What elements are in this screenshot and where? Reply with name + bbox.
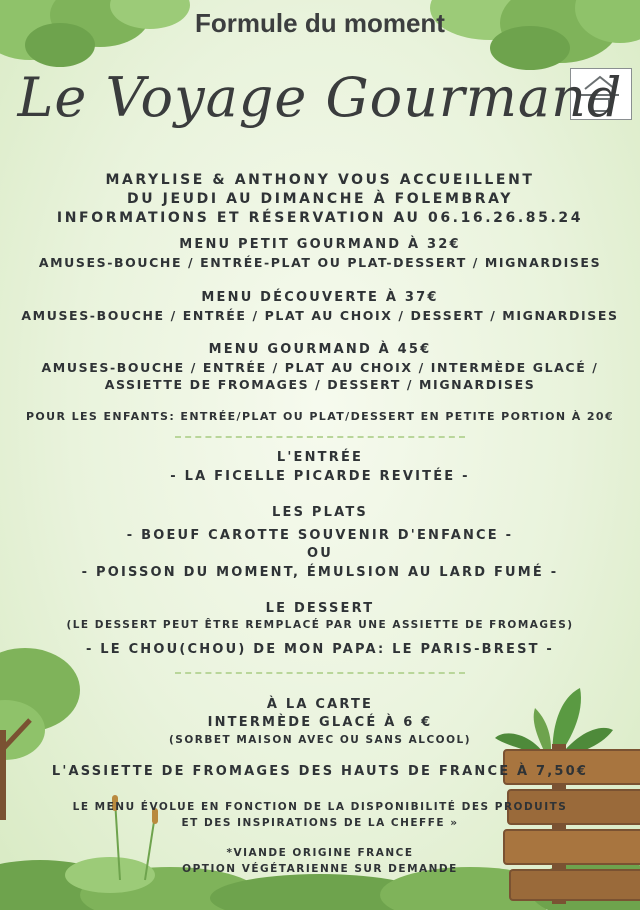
menu-description: AMUSES-BOUCHE / ENTRÉE-PLAT OU PLAT-DESSERT / MIGNARDISES bbox=[38, 255, 602, 270]
restaurant-name: Le Voyage Gourmand bbox=[17, 66, 623, 129]
section-title-plats: LES PLATS bbox=[272, 505, 368, 520]
intro-line: DU JEUDI AU DIMANCHE À FOLEMBRAY bbox=[127, 191, 513, 207]
footer-note: ET DES INSPIRATIONS DE LA CHEFFE » bbox=[181, 817, 459, 829]
section-title-entree: L'ENTRÉE bbox=[276, 450, 364, 465]
carte-item-note: (SORBET MAISON AVEC OU SANS ALCOOL) bbox=[168, 734, 472, 746]
kids-menu: POUR LES ENFANTS: ENTRÉE/PLAT OU PLAT/DESSERT EN PETITE PORTION À 20€ bbox=[25, 410, 615, 423]
menu-title: MENU DÉCOUVERTE À 37€ bbox=[201, 290, 439, 305]
section-title-carte: À LA CARTE bbox=[266, 697, 374, 712]
plat-separator: OU bbox=[306, 546, 333, 561]
menu-title: MENU GOURMAND À 45€ bbox=[208, 342, 432, 357]
divider bbox=[175, 672, 465, 674]
menu-description: ASSIETTE DE FROMAGES / DESSERT / MIGNARDISES bbox=[104, 377, 536, 392]
dessert-item: - LE CHOU(CHOU) DE MON PAPA: LE PARIS-BREST - bbox=[85, 642, 555, 657]
footer-note: LE MENU ÉVOLUE EN FONCTION DE LA DISPONIBILITÉ DES PRODUITS bbox=[72, 801, 568, 813]
footer-note: *VIANDE ORIGINE FRANCE bbox=[226, 847, 414, 859]
footer-note: OPTION VÉGÉTARIENNE SUR DEMANDE bbox=[182, 863, 458, 875]
menu-description: AMUSES-BOUCHE / ENTRÉE / PLAT AU CHOIX / INTERMÈDE GLACÉ / bbox=[41, 360, 599, 375]
plat-item: - BOEUF CAROTTE SOUVENIR D'ENFANCE - bbox=[126, 528, 514, 543]
menu-title: MENU PETIT GOURMAND À 32€ bbox=[179, 237, 461, 252]
tree-icon bbox=[0, 640, 80, 820]
carte-item: INTERMÈDE GLACÉ À 6 € bbox=[207, 715, 433, 730]
carte-item: L'ASSIETTE DE FROMAGES DES HAUTS DE FRANCE À 7,50€ bbox=[51, 764, 589, 779]
divider bbox=[175, 436, 465, 438]
section-title-dessert: LE DESSERT bbox=[265, 601, 375, 616]
header-title: Formule du moment bbox=[195, 8, 445, 38]
entree-item: - LA FICELLE PICARDE REVITÉE - bbox=[170, 469, 470, 484]
plat-item: - POISSON DU MOMENT, ÉMULSION AU LARD FUMÉ - bbox=[81, 565, 559, 580]
menu-description: AMUSES-BOUCHE / ENTRÉE / PLAT AU CHOIX / DESSERT / MIGNARDISES bbox=[21, 308, 619, 323]
intro-line: MARYLISE & ANTHONY VOUS ACCUEILLENT bbox=[105, 172, 535, 188]
dessert-note: (LE DESSERT PEUT ÊTRE REMPLACÉ PAR UNE ASSIETTE DE FROMAGES) bbox=[66, 619, 574, 631]
intro-phone-line: INFORMATIONS ET RÉSERVATION AU 06.16.26.85.24 bbox=[56, 210, 584, 226]
